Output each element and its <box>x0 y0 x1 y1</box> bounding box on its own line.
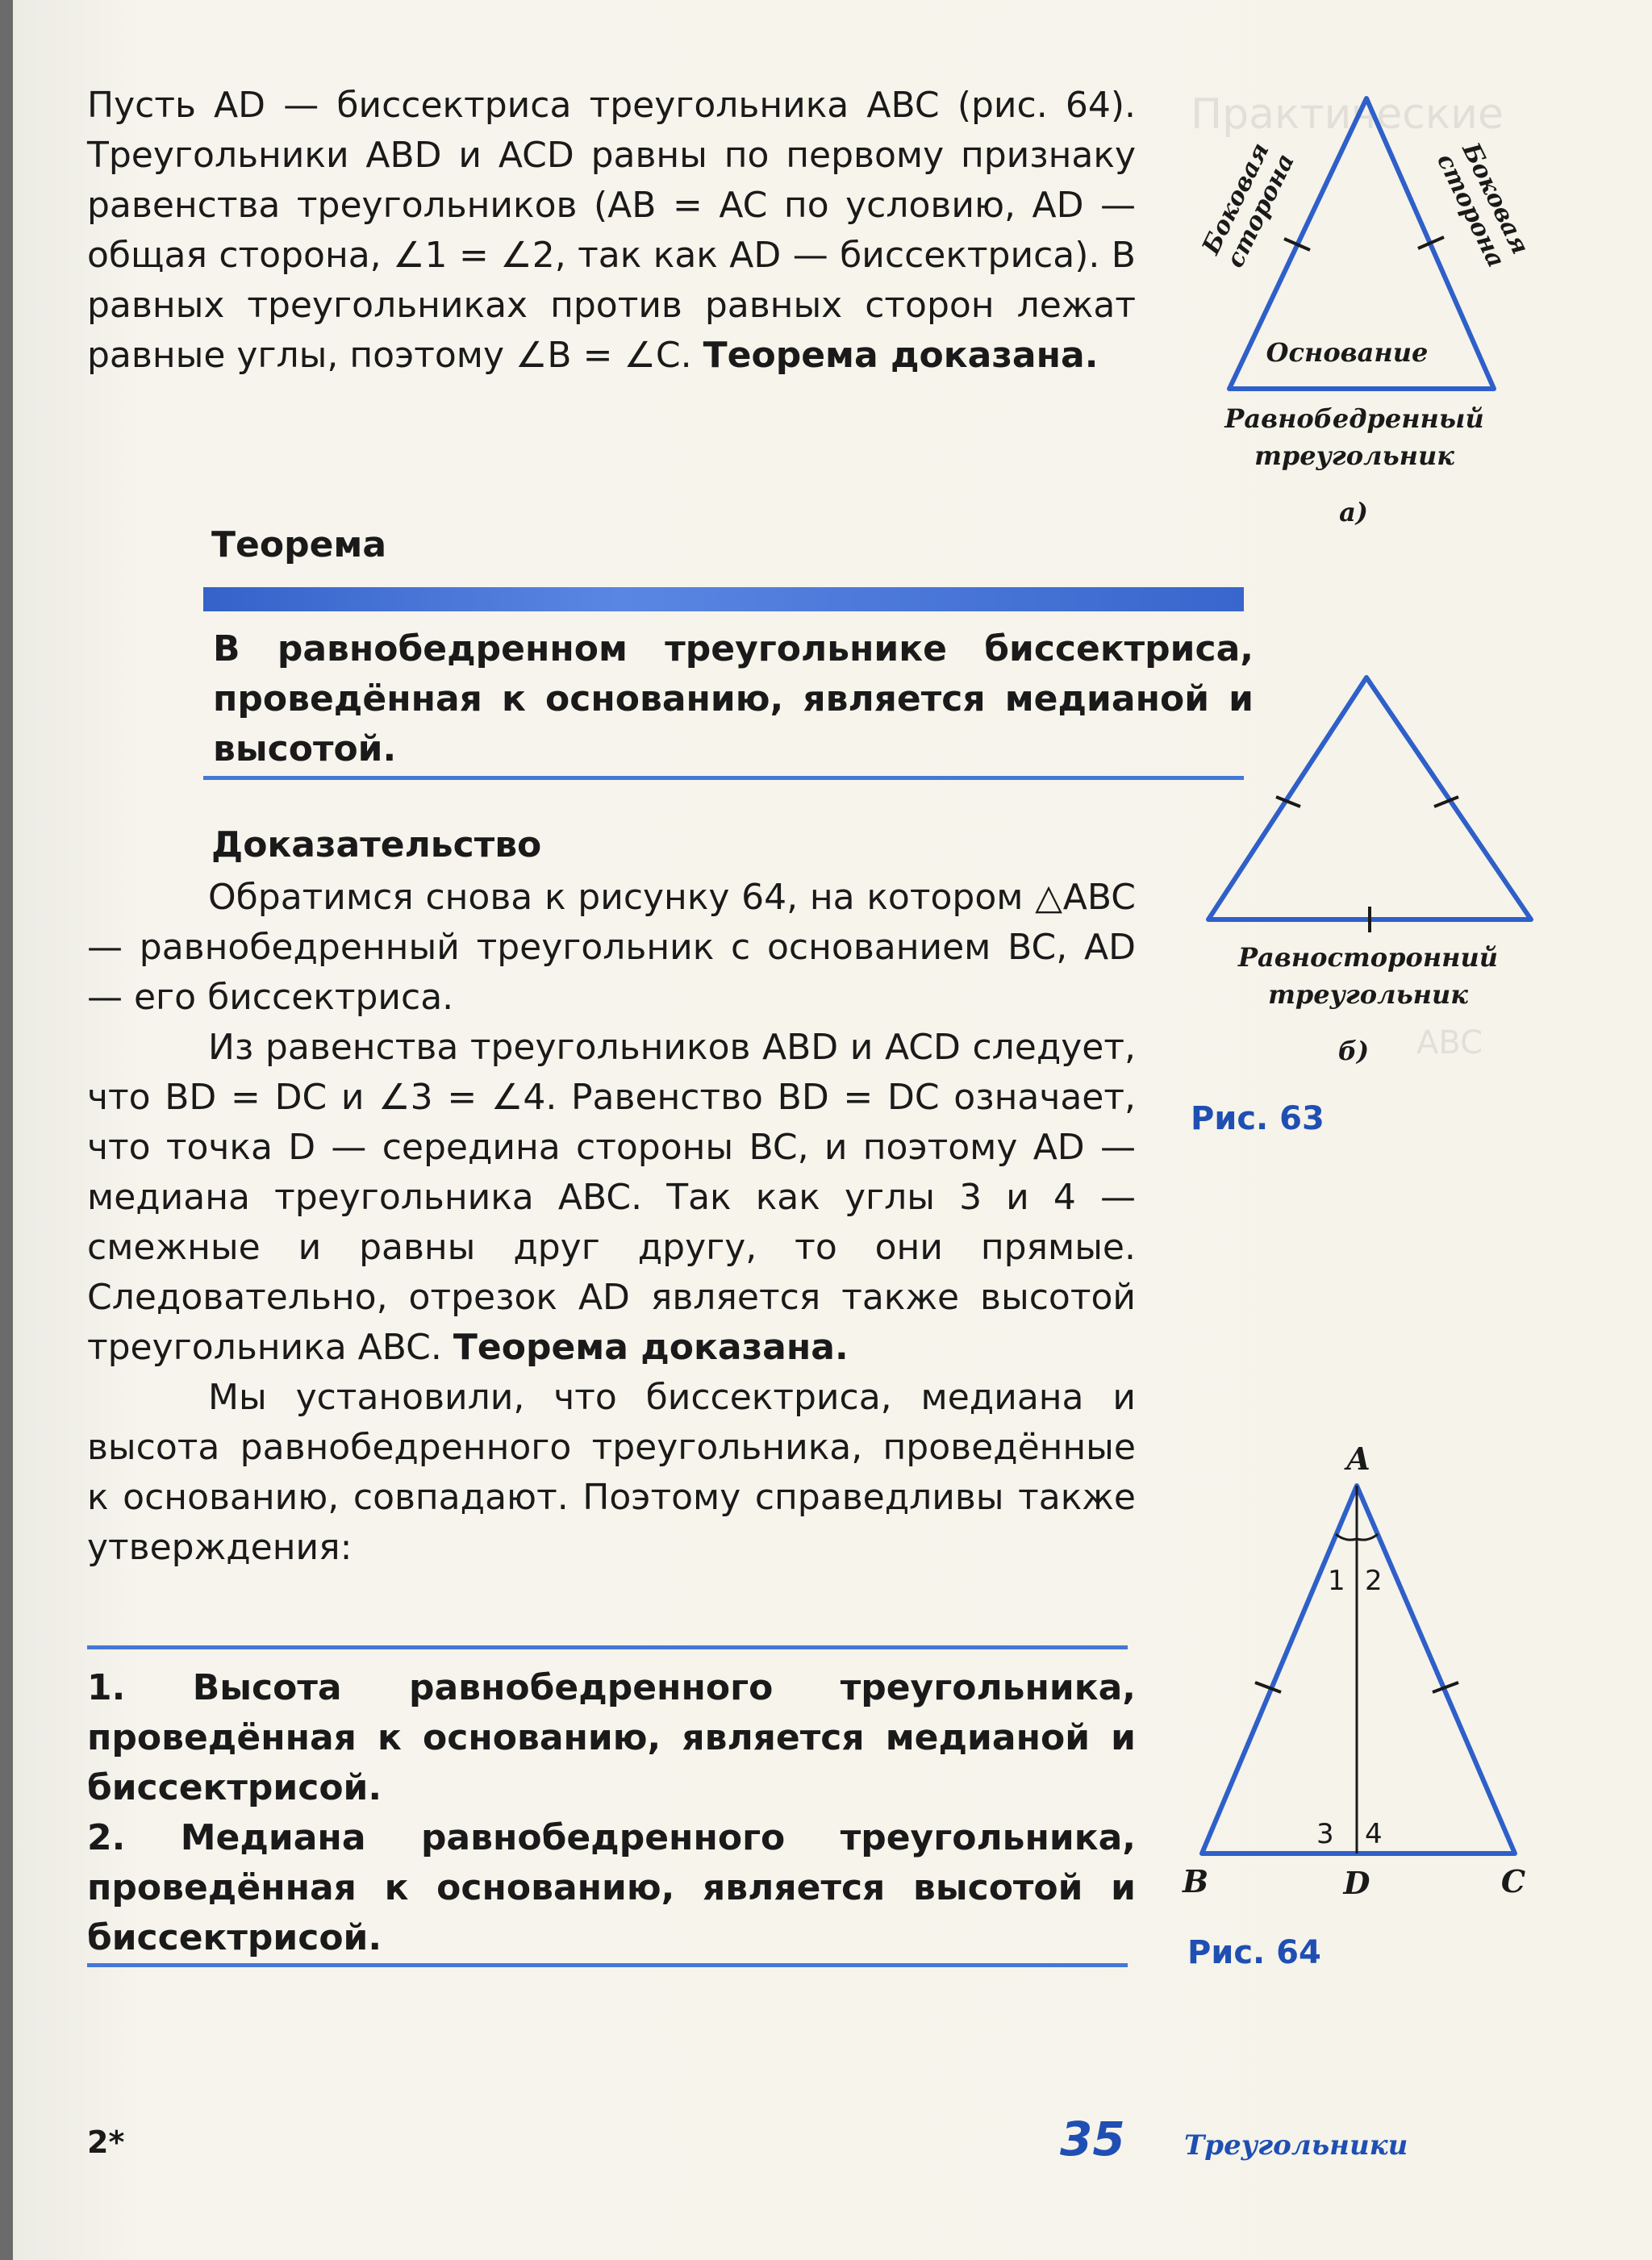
theorem-heading: Теорема <box>211 524 387 565</box>
angle-4-label: 4 <box>1365 1818 1383 1850</box>
proof-paragraph-2: Из равенства треугольников ABD и ACD следует, что BD = DC и ∠3 = ∠4. Равенство BD = DC означает, что точка D — середина стороны BC, и поэтому AD — медиана треугольника ABC. Так как углы 3 и 4 — смежные и равны друг другу, то они прямые. Следовательно, отрезок AD является также высотой треугольника ABC. Теорема доказана. <box>87 1027 1136 1368</box>
figure-64-caption: Рис. 64 <box>1187 1934 1321 1971</box>
intro-block <box>87 81 1136 381</box>
statement-1: 1. Высота равнобедренного треугольника, проведённая к основанию, является медианой и биссектрисой. <box>87 1667 1136 1808</box>
triangle-abc <box>1202 1486 1515 1853</box>
figure-63-caption: Рис. 63 <box>1191 1100 1325 1137</box>
equilateral-caption-line-2: треугольник <box>1268 979 1468 1010</box>
isosceles-caption-line-1: Равнобедренный <box>1224 403 1484 434</box>
vertex-d-label: D <box>1343 1865 1370 1901</box>
equilateral-triangle-figure <box>1194 663 1541 937</box>
theorem-block <box>213 624 1254 774</box>
angle-arc-2 <box>1357 1534 1378 1540</box>
subfigure-letter-a: а) <box>1339 497 1368 527</box>
statements-bottom-line <box>87 1963 1128 1967</box>
bleed-through-text: Практические <box>1191 90 1504 139</box>
conclusion-paragraph: Мы установили, что биссектриса, медиана и высота равнобедренного треугольника, проведённые к основанию, совпадают. Поэтому справедливы также утверждения: <box>87 1377 1136 1568</box>
lateral-side-label-right: Боковая сторона <box>1431 138 1535 273</box>
proof-paragraph-1: Обратимся снова к рисунку 64, на котором △ABC — равнобедренный треугольник с основанием BC, AD — его биссектриса. <box>87 877 1136 1018</box>
proof-complete: Теорема доказана. <box>453 1327 849 1368</box>
base-label: Основание <box>1266 337 1429 368</box>
equilateral-triangle <box>1208 678 1531 919</box>
signature-mark: 2* <box>87 2124 125 2160</box>
vertex-c-label: C <box>1500 1863 1526 1899</box>
equilateral-caption-line-1: Равносторонний <box>1237 942 1499 973</box>
bleed-through-text: ABC <box>1416 1024 1483 1061</box>
intro-paragraph: Пусть AD — биссектриса треугольника ABC (рис. 64). Треугольники ABD и ACD равны по первому признаку равенства треугольников (AB = AC по условию, AD — общая сторона, ∠1 = ∠2, так как AD — биссектриса). В равных треугольниках против равных сторон лежат равные углы, поэтому ∠B = ∠C. Теорема доказана. <box>87 85 1136 376</box>
equilateral-caption <box>1215 939 1521 1013</box>
figure-64-triangle <box>1178 1444 1549 1887</box>
proof-block <box>87 873 1136 1573</box>
isosceles-caption <box>1205 400 1504 474</box>
vertex-a-label: A <box>1346 1441 1370 1477</box>
lateral-side-label-left: Боковая сторона <box>1196 138 1300 273</box>
isosceles-caption-line-2: треугольник <box>1254 440 1454 471</box>
running-head: Треугольники <box>1184 2129 1408 2162</box>
statement-2: 2. Медиана равнобедренного треугольника, проведённая к основанию, является высотой и биссектрисой. <box>87 1817 1136 1958</box>
theorem-bottom-line <box>203 776 1244 780</box>
subfigure-letter-b: б) <box>1337 1036 1370 1066</box>
intro-proof-complete: Теорема доказана. <box>703 335 1099 376</box>
angle-3-label: 3 <box>1316 1818 1334 1850</box>
theorem-text: В равнобедренном треугольнике биссектриса, проведённая к основанию, является медианой и высотой. <box>213 628 1254 769</box>
angle-1-label: 1 <box>1328 1565 1345 1597</box>
vertex-b-label: B <box>1182 1863 1209 1899</box>
angle-2-label: 2 <box>1365 1565 1383 1597</box>
angle-arc-1 <box>1336 1534 1357 1540</box>
theorem-top-bar <box>203 587 1244 611</box>
statements-block <box>87 1663 1136 1963</box>
statements-top-line <box>87 1645 1128 1649</box>
proof-heading: Доказательство <box>211 824 542 865</box>
page-number: 35 <box>1060 2112 1125 2166</box>
